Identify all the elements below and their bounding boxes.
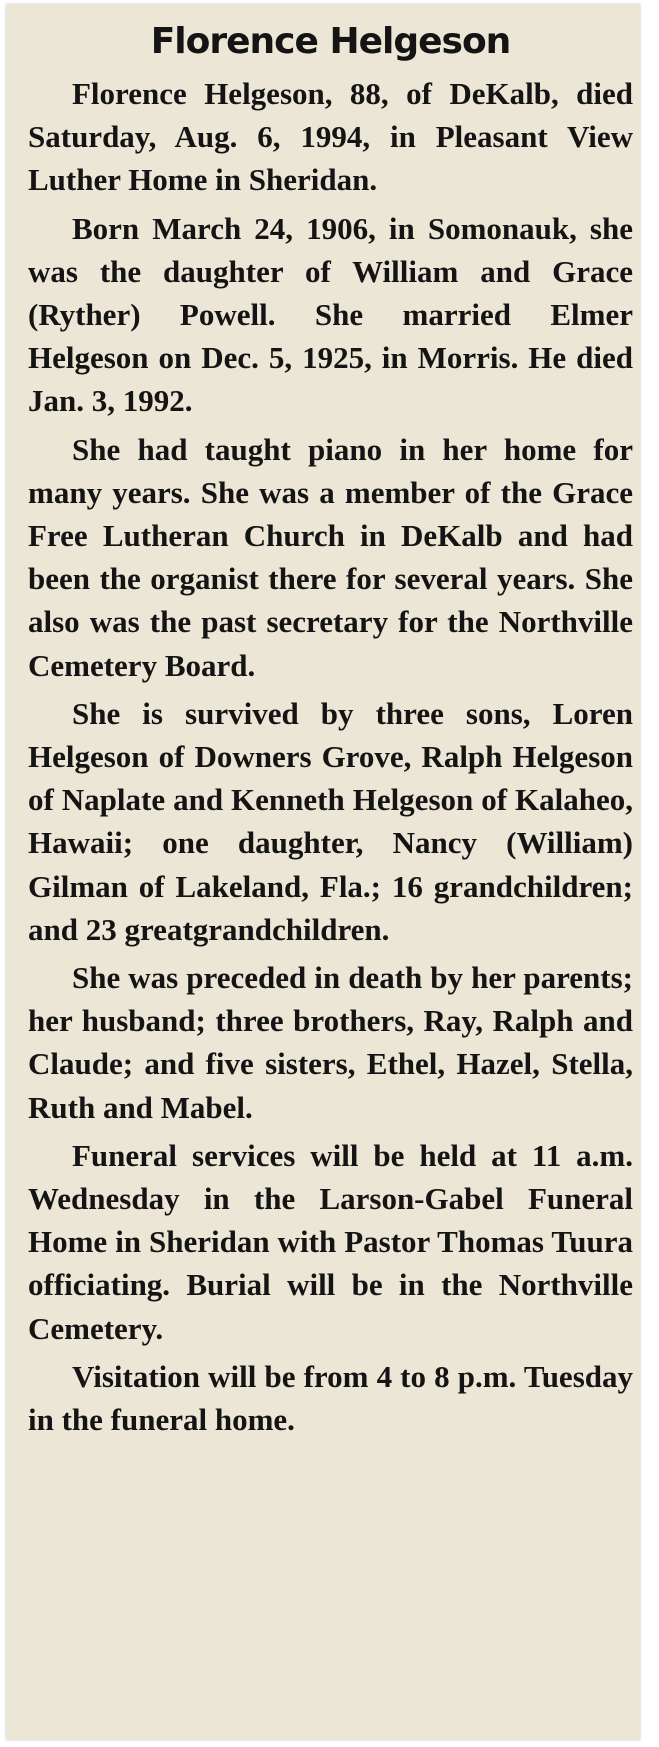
paragraph-birth-marriage: Born March 24, 1906, in Somonauk, she was the daughter of William and Grace (Ryther) Powell. She married Elmer Helgeson on Dec. 5, 1925, in Morris. He died Jan. 3, 1992. [28,210,633,419]
paragraph-preceded-in-death: She was preceded in death by her parents; her husband; three brothers, Ray, Ralph and Claude; and five sisters, Ethel, Hazel, Stella, Ruth and Mabel. [28,960,633,1125]
newspaper-clipping [6,4,640,1740]
paragraph-visitation: Visitation will be from 4 to 8 p.m. Tuesday in the funeral home. [28,1358,633,1438]
paragraph-death-notice: Florence Helgeson, 88, of DeKalb, died Saturday, Aug. 6, 1994, in Pleasant View Luther Home in Sheridan. [28,76,633,198]
paragraph-life-activities: She had taught piano in her home for many years. She was a member of the Grace Free Lutheran Church in DeKalb and had been the organist there for several years. She also was the past secretary for the Northville Cemetery Board. [28,431,633,683]
paragraph-funeral-services: Funeral services will be held at 11 a.m. Wednesday in the Larson-Gabel Funeral Home in Sheridan with Pastor Thomas Tuura officiating. Burial will be in the Northville Cemetery. [28,1137,633,1346]
obituary-article [28,18,633,1446]
headline: Florence Helgeson [150,21,511,62]
paragraph-survivors: She is survived by three sons, Loren Helgeson of Downers Grove, Ralph Helgeson of Naplate and Kenneth Helgeson of Kalaheo, Hawaii; one daughter, Nancy (William) Gilman of Lakeland, Fla.; 16 grandchildren; and 23 greatgrandchildren. [28,695,633,947]
